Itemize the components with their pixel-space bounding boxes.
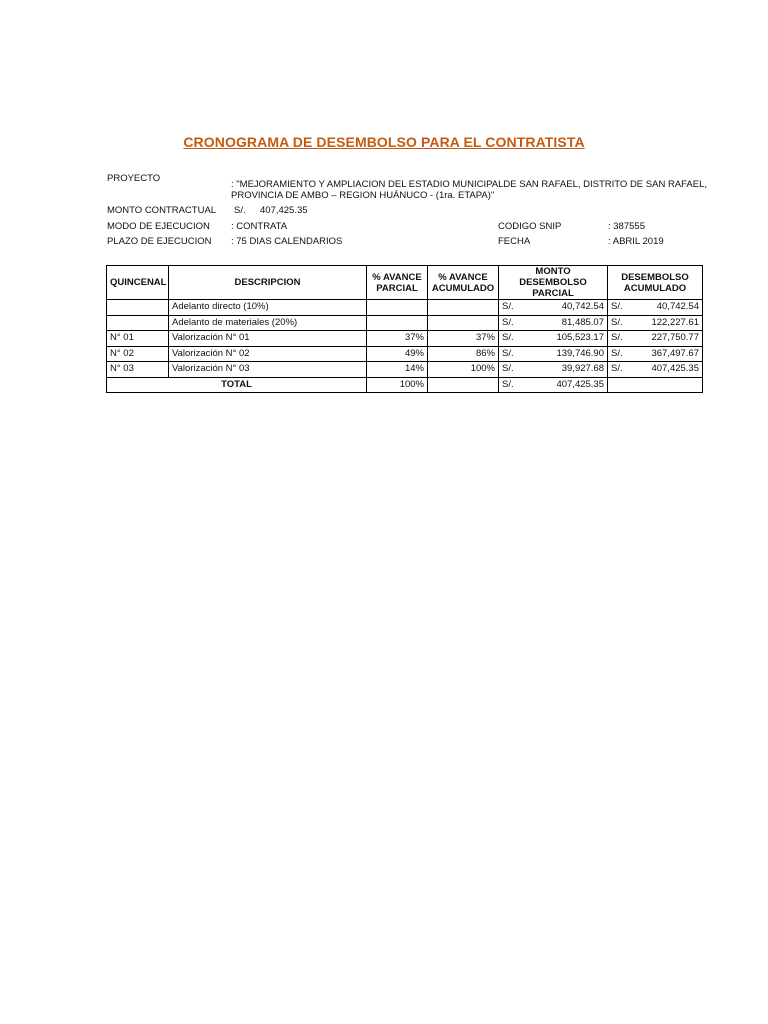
snip-label: CODIGO SNIP bbox=[498, 221, 562, 232]
cell-descripcion: Valorización N° 01 bbox=[169, 331, 367, 347]
disbursement-table bbox=[106, 265, 703, 393]
plazo-value: : 75 DIAS CALENDARIOS bbox=[231, 236, 343, 247]
proyecto-value: : "MEJORAMIENTO Y AMPLIACION DEL ESTADIO MUNICIPALDE SAN RAFAEL, DISTRITO DE SAN RAFAEL, PROVINCIA DE AMBO – REGION HUÁNUCO - (1ra. ETAPA)" bbox=[231, 179, 708, 201]
cell-desembolso bbox=[608, 331, 703, 347]
cell-monto bbox=[499, 331, 608, 347]
currency-symbol: S/. bbox=[611, 347, 623, 359]
header-desembolso-acumulado: DESEMBOLSO ACUMULADO bbox=[608, 266, 703, 300]
cell-avance-parcial bbox=[367, 300, 428, 316]
total-desembolso bbox=[608, 377, 703, 393]
total-avance-acumulado bbox=[428, 377, 499, 393]
table-row bbox=[107, 300, 703, 316]
cell-desembolso bbox=[608, 300, 703, 316]
header-avance-acumulado: % AVANCE ACUMULADO bbox=[428, 266, 499, 300]
currency-symbol: S/. bbox=[502, 316, 514, 328]
cell-descripcion: Adelanto de materiales (20%) bbox=[169, 315, 367, 331]
total-avance-parcial: 100% bbox=[367, 377, 428, 393]
cell-desembolso bbox=[608, 362, 703, 378]
header-avance-parcial: % AVANCE PARCIAL bbox=[367, 266, 428, 300]
cell-monto bbox=[499, 315, 608, 331]
cell-avance-acumulado bbox=[428, 315, 499, 331]
cell-quincenal bbox=[107, 315, 169, 331]
proyecto-label: PROYECTO bbox=[107, 173, 161, 184]
fecha-label: FECHA bbox=[498, 236, 531, 247]
fecha-value: : ABRIL 2019 bbox=[608, 236, 664, 247]
total-monto bbox=[499, 377, 608, 393]
cell-descripcion: Valorización N° 03 bbox=[169, 362, 367, 378]
currency-symbol: S/. bbox=[502, 332, 514, 344]
cell-quincenal: N° 03 bbox=[107, 362, 169, 378]
cell-avance-parcial: 14% bbox=[367, 362, 428, 378]
currency-symbol: S/. bbox=[502, 301, 514, 313]
cell-monto bbox=[499, 300, 608, 316]
table-row bbox=[107, 315, 703, 331]
cell-avance-acumulado: 37% bbox=[428, 331, 499, 347]
desembolso-value: 40,742.54 bbox=[656, 301, 699, 313]
cell-avance-acumulado: 100% bbox=[428, 362, 499, 378]
monto-value: 139,746.90 bbox=[556, 347, 604, 359]
modo-label: MODO DE EJECUCION bbox=[107, 221, 210, 232]
header-descripcion: DESCRIPCION bbox=[169, 266, 367, 300]
currency-symbol: S/. bbox=[502, 347, 514, 359]
modo-value: : CONTRATA bbox=[231, 221, 288, 232]
desembolso-value: 407,425.35 bbox=[651, 363, 699, 375]
total-label: TOTAL bbox=[107, 377, 367, 393]
total-monto-value: 407,425.35 bbox=[556, 378, 604, 390]
cell-descripcion: Valorización N° 02 bbox=[169, 346, 367, 362]
cell-desembolso bbox=[608, 315, 703, 331]
page-title: CRONOGRAMA DE DESEMBOLSO PARA EL CONTRATISTA bbox=[183, 134, 585, 150]
monto-label: MONTO CONTRACTUAL bbox=[107, 205, 217, 216]
monto-value: 105,523.17 bbox=[556, 332, 604, 344]
monto-currency: S/. bbox=[234, 205, 246, 216]
currency-symbol: S/. bbox=[502, 378, 514, 390]
cell-quincenal bbox=[107, 300, 169, 316]
desembolso-value: 367,497.67 bbox=[651, 347, 699, 359]
table-header-row bbox=[107, 266, 703, 300]
table-total-row bbox=[107, 377, 703, 393]
snip-value: : 387555 bbox=[608, 221, 645, 232]
currency-symbol: S/. bbox=[502, 363, 514, 375]
desembolso-value: 122,227.61 bbox=[651, 316, 699, 328]
desembolso-value: 227,750.77 bbox=[651, 332, 699, 344]
plazo-label: PLAZO DE EJECUCION bbox=[107, 236, 212, 247]
cell-descripcion: Adelanto directo (10%) bbox=[169, 300, 367, 316]
table-row bbox=[107, 346, 703, 362]
cell-avance-parcial: 37% bbox=[367, 331, 428, 347]
monto-value: 81,485.07 bbox=[561, 316, 604, 328]
header-quincenal: QUINCENAL bbox=[107, 266, 169, 300]
currency-symbol: S/. bbox=[611, 316, 623, 328]
currency-symbol: S/. bbox=[611, 363, 623, 375]
cell-avance-parcial: 49% bbox=[367, 346, 428, 362]
monto-value: 40,742.54 bbox=[561, 301, 604, 313]
table-row bbox=[107, 362, 703, 378]
cell-quincenal: N° 02 bbox=[107, 346, 169, 362]
header-monto-desembolso-parcial: MONTO DESEMBOLSO PARCIAL bbox=[499, 266, 608, 300]
monto-value: 39,927.68 bbox=[561, 363, 604, 375]
table-row bbox=[107, 331, 703, 347]
cell-avance-parcial bbox=[367, 315, 428, 331]
monto-value: 407,425.35 bbox=[260, 205, 308, 216]
cell-monto bbox=[499, 346, 608, 362]
currency-symbol: S/. bbox=[611, 301, 623, 313]
cell-quincenal: N° 01 bbox=[107, 331, 169, 347]
cell-avance-acumulado: 86% bbox=[428, 346, 499, 362]
cell-monto bbox=[499, 362, 608, 378]
cell-avance-acumulado bbox=[428, 300, 499, 316]
currency-symbol: S/. bbox=[611, 332, 623, 344]
cell-desembolso bbox=[608, 346, 703, 362]
